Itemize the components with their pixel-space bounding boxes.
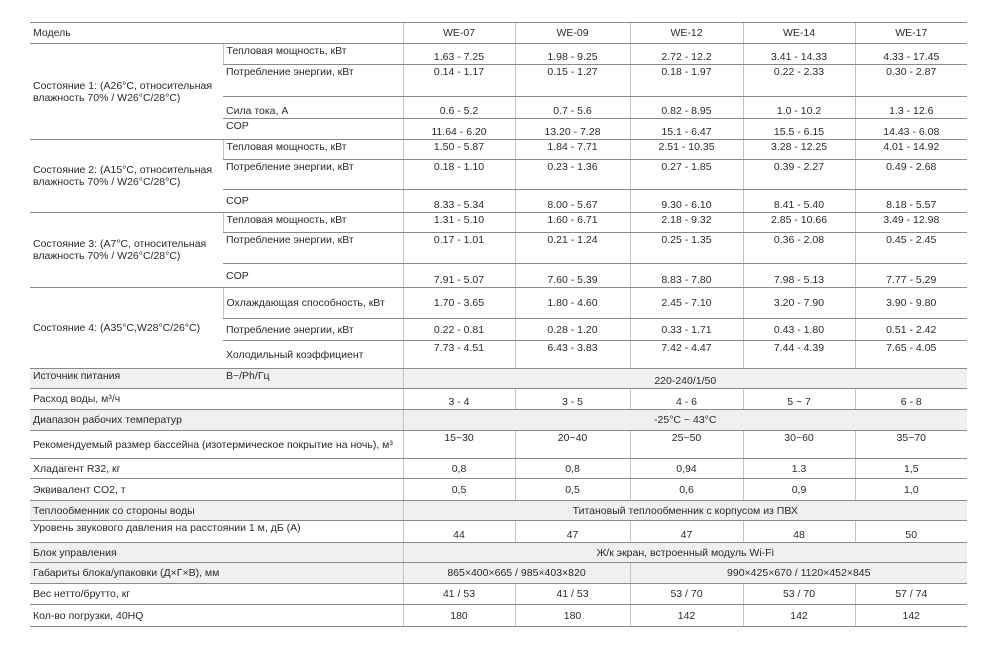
table-cell: 13.20 - 7.28	[515, 119, 630, 140]
table-cell: 8.83 - 7.80	[630, 264, 743, 288]
table-cell: 20~40	[515, 431, 630, 459]
param-label: Потребление энергии, кВт	[223, 233, 403, 264]
table-cell: 0.30 - 2.87	[855, 65, 967, 97]
table-cell: 8.00 - 5.67	[515, 190, 630, 213]
table-cell: 2.45 - 7.10	[630, 288, 743, 319]
param-label: COP	[223, 264, 403, 288]
table-cell: 2.72 - 12.2	[630, 44, 743, 65]
param-label: Потребление энергии, кВт	[223, 160, 403, 190]
table-cell: 8.33 - 5.34	[403, 190, 515, 213]
table-cell: 1.70 - 3.65	[403, 288, 515, 319]
table-row	[30, 431, 967, 459]
table-cell: 7.98 - 5.13	[743, 264, 855, 288]
table-cell: 0,5	[403, 479, 515, 501]
table-row	[30, 213, 967, 233]
table-cell: 6 - 8	[855, 389, 967, 410]
table-cell: 180	[515, 605, 630, 627]
table-cell: 4.33 - 17.45	[855, 44, 967, 65]
row-label: Диапазон рабочих температур	[30, 410, 403, 431]
table-cell: 3.41 - 14.33	[743, 44, 855, 65]
param-label: Потребление энергии, кВт	[223, 65, 403, 97]
param-label: Тепловая мощность, кВт	[223, 213, 403, 233]
table-cell: 0.7 - 5.6	[515, 97, 630, 119]
header-row	[30, 23, 967, 44]
table-cell: 0.49 - 2.68	[855, 160, 967, 190]
model-name: WE-14	[743, 23, 855, 44]
table-cell: 30~60	[743, 431, 855, 459]
table-cell: 53 / 70	[630, 584, 743, 605]
table-cell: 0.28 - 1.20	[515, 319, 630, 341]
table-cell: 0,8	[515, 459, 630, 479]
table-cell: 15~30	[403, 431, 515, 459]
table-cell: 0,9	[743, 479, 855, 501]
table-cell: 0.51 - 2.42	[855, 319, 967, 341]
table-cell: 7.91 - 5.07	[403, 264, 515, 288]
table-cell: 1.63 - 7.25	[403, 44, 515, 65]
table-cell: 47	[630, 521, 743, 543]
table-row	[30, 459, 967, 479]
table-row	[30, 410, 967, 431]
row-label: Расход воды, м³/ч	[30, 389, 403, 410]
table-row	[30, 584, 967, 605]
table-cell: 8.18 - 5.57	[855, 190, 967, 213]
table-cell: 50	[855, 521, 967, 543]
condition-label: Состояние 2: (A15°С, относительная влажность 70% / W26°C/28°C)	[30, 140, 223, 213]
condition-label: Состояние 3: (A7°С, относительная влажность 70% / W26°C/28°C)	[30, 213, 223, 288]
table-row	[30, 44, 967, 65]
table-cell: 142	[743, 605, 855, 627]
table-cell: 0,5	[515, 479, 630, 501]
table-cell: 25~50	[630, 431, 743, 459]
param-label: Потребление энергии, кВт	[223, 319, 403, 341]
param-label: Холодильный коэффициент	[223, 341, 403, 369]
table-cell: 3 - 5	[515, 389, 630, 410]
table-cell: 0.15 - 1.27	[515, 65, 630, 97]
table-cell: 0,6	[630, 479, 743, 501]
table-cell: 1,5	[855, 459, 967, 479]
row-label: Хладагент R32, кг	[30, 459, 403, 479]
param-label: COP	[223, 190, 403, 213]
table-cell: 0.14 - 1.17	[403, 65, 515, 97]
table-cell: 0,8	[403, 459, 515, 479]
table-cell: 0.6 - 5.2	[403, 97, 515, 119]
table-cell: 4 - 6	[630, 389, 743, 410]
table-cell: 57 / 74	[855, 584, 967, 605]
table-cell: 7.73 - 4.51	[403, 341, 515, 369]
table-row	[30, 479, 967, 501]
table-cell: 1.3 - 12.6	[855, 97, 967, 119]
table-cell: 53 / 70	[743, 584, 855, 605]
table-cell: 2.18 - 9.32	[630, 213, 743, 233]
table-cell: 990×425×670 / 1120×452×845	[630, 563, 967, 584]
table-cell: 0.36 - 2.08	[743, 233, 855, 264]
row-label: Вес нетто/брутто, кг	[30, 584, 403, 605]
model-name: WE-12	[630, 23, 743, 44]
table-cell: 0.18 - 1.10	[403, 160, 515, 190]
table-cell: 14.43 - 6.08	[855, 119, 967, 140]
table-cell: Ж/к экран, встроенный модуль Wi-Fi	[403, 543, 967, 563]
condition-label: Состояние 1: (A26°С, относительная влажность 70% / W26°C/28°C)	[30, 44, 223, 140]
row-label: Кол-во погрузки, 40HQ	[30, 605, 403, 627]
table-row	[30, 563, 967, 584]
condition-label: Состояние 4: (A35°С,W28°C/26°C)	[30, 288, 223, 369]
row-label: Источник питания	[30, 369, 223, 389]
table-cell: 1.31 - 5.10	[403, 213, 515, 233]
table-cell: 6.43 - 3.83	[515, 341, 630, 369]
table-cell: 0.43 - 1.80	[743, 319, 855, 341]
table-cell: 0.82 - 8.95	[630, 97, 743, 119]
table-cell: 142	[630, 605, 743, 627]
table-cell: 3.90 - 9.80	[855, 288, 967, 319]
table-cell: 1.3	[743, 459, 855, 479]
table-cell: 3.49 - 12.98	[855, 213, 967, 233]
param-label: COP	[223, 119, 403, 140]
table-cell: 47	[515, 521, 630, 543]
table-cell: 0.22 - 0.81	[403, 319, 515, 341]
row-label: Теплообменник со стороны воды	[30, 501, 403, 521]
table-cell: 1,0	[855, 479, 967, 501]
table-cell: 41 / 53	[515, 584, 630, 605]
table-cell: 3.28 - 12.25	[743, 140, 855, 160]
table-cell: 3.20 - 7.90	[743, 288, 855, 319]
table-cell: 44	[403, 521, 515, 543]
table-cell: 2.51 - 10.35	[630, 140, 743, 160]
unit-label: В~/Ph/Гц	[223, 369, 403, 389]
table-row	[30, 369, 967, 389]
table-cell: 5 ~ 7	[743, 389, 855, 410]
table-cell: 4.01 - 14.92	[855, 140, 967, 160]
table-cell: 0.22 - 2.33	[743, 65, 855, 97]
table-cell: 1.50 - 5.87	[403, 140, 515, 160]
row-label: Габариты блока/упаковки (Д×Г×В), мм	[30, 563, 403, 584]
row-label: Рекомендуемый размер бассейна (изотермическое покрытие на ночь), м³	[30, 431, 403, 459]
model-name: WE-09	[515, 23, 630, 44]
model-name: WE-07	[403, 23, 515, 44]
table-row	[30, 543, 967, 563]
table-cell: 0.23 - 1.36	[515, 160, 630, 190]
table-cell: 220-240/1/50	[403, 369, 967, 389]
table-cell: 0.33 - 1.71	[630, 319, 743, 341]
table-cell: 0.17 - 1.01	[403, 233, 515, 264]
table-cell: 48	[743, 521, 855, 543]
table-cell: 1.84 - 7.71	[515, 140, 630, 160]
table-cell: 0.21 - 1.24	[515, 233, 630, 264]
param-label: Тепловая мощность, кВт	[223, 140, 403, 160]
table-cell: 8.41 - 5.40	[743, 190, 855, 213]
table-row	[30, 501, 967, 521]
row-label: Уровень звукового давления на расстоянии 1 м, дБ (А)	[30, 521, 403, 543]
table-cell: 35~70	[855, 431, 967, 459]
table-row	[30, 140, 967, 160]
table-cell: 3 - 4	[403, 389, 515, 410]
table-cell: 41 / 53	[403, 584, 515, 605]
table-row	[30, 389, 967, 410]
table-row	[30, 288, 967, 319]
table-cell: 7.77 - 5.29	[855, 264, 967, 288]
model-label: Модель	[30, 23, 403, 44]
table-cell: 9.30 - 6.10	[630, 190, 743, 213]
param-label: Сила тока, А	[223, 97, 403, 119]
table-cell: 0.27 - 1.85	[630, 160, 743, 190]
table-cell: 1.0 - 10.2	[743, 97, 855, 119]
table-cell: 7.65 - 4.05	[855, 341, 967, 369]
table-cell: 7.60 - 5.39	[515, 264, 630, 288]
table-cell: 1.80 - 4.60	[515, 288, 630, 319]
row-label: Эквивалент CO2, т	[30, 479, 403, 501]
table-cell: 180	[403, 605, 515, 627]
table-cell: 1.60 - 6.71	[515, 213, 630, 233]
table-cell: 7.44 - 4.39	[743, 341, 855, 369]
table-cell: 0.45 - 2.45	[855, 233, 967, 264]
table-cell: 1.98 - 9.25	[515, 44, 630, 65]
table-row	[30, 605, 967, 627]
table-cell: 0,94	[630, 459, 743, 479]
table-cell: 865×400×665 / 985×403×820	[403, 563, 630, 584]
table-cell: 0.25 - 1.35	[630, 233, 743, 264]
param-label: Охлаждающая способность, кВт	[223, 288, 403, 319]
param-label: Тепловая мощность, кВт	[223, 44, 403, 65]
table-cell: 0.39 - 2.27	[743, 160, 855, 190]
table-cell: 11.64 - 6.20	[403, 119, 515, 140]
table-row	[30, 521, 967, 543]
table-cell: -25°C ~ 43°C	[403, 410, 967, 431]
table-cell: 7.42 - 4.47	[630, 341, 743, 369]
table-cell: 142	[855, 605, 967, 627]
table-cell: 15.5 - 6.15	[743, 119, 855, 140]
table-cell: 15.1 - 6.47	[630, 119, 743, 140]
row-label: Блок управления	[30, 543, 403, 563]
table-cell: Титановый теплообменник с корпусом из ПВХ	[403, 501, 967, 521]
model-name: WE-17	[855, 23, 967, 44]
table-cell: 0.18 - 1.97	[630, 65, 743, 97]
spec-table	[30, 22, 967, 627]
table-cell: 2.85 - 10.66	[743, 213, 855, 233]
